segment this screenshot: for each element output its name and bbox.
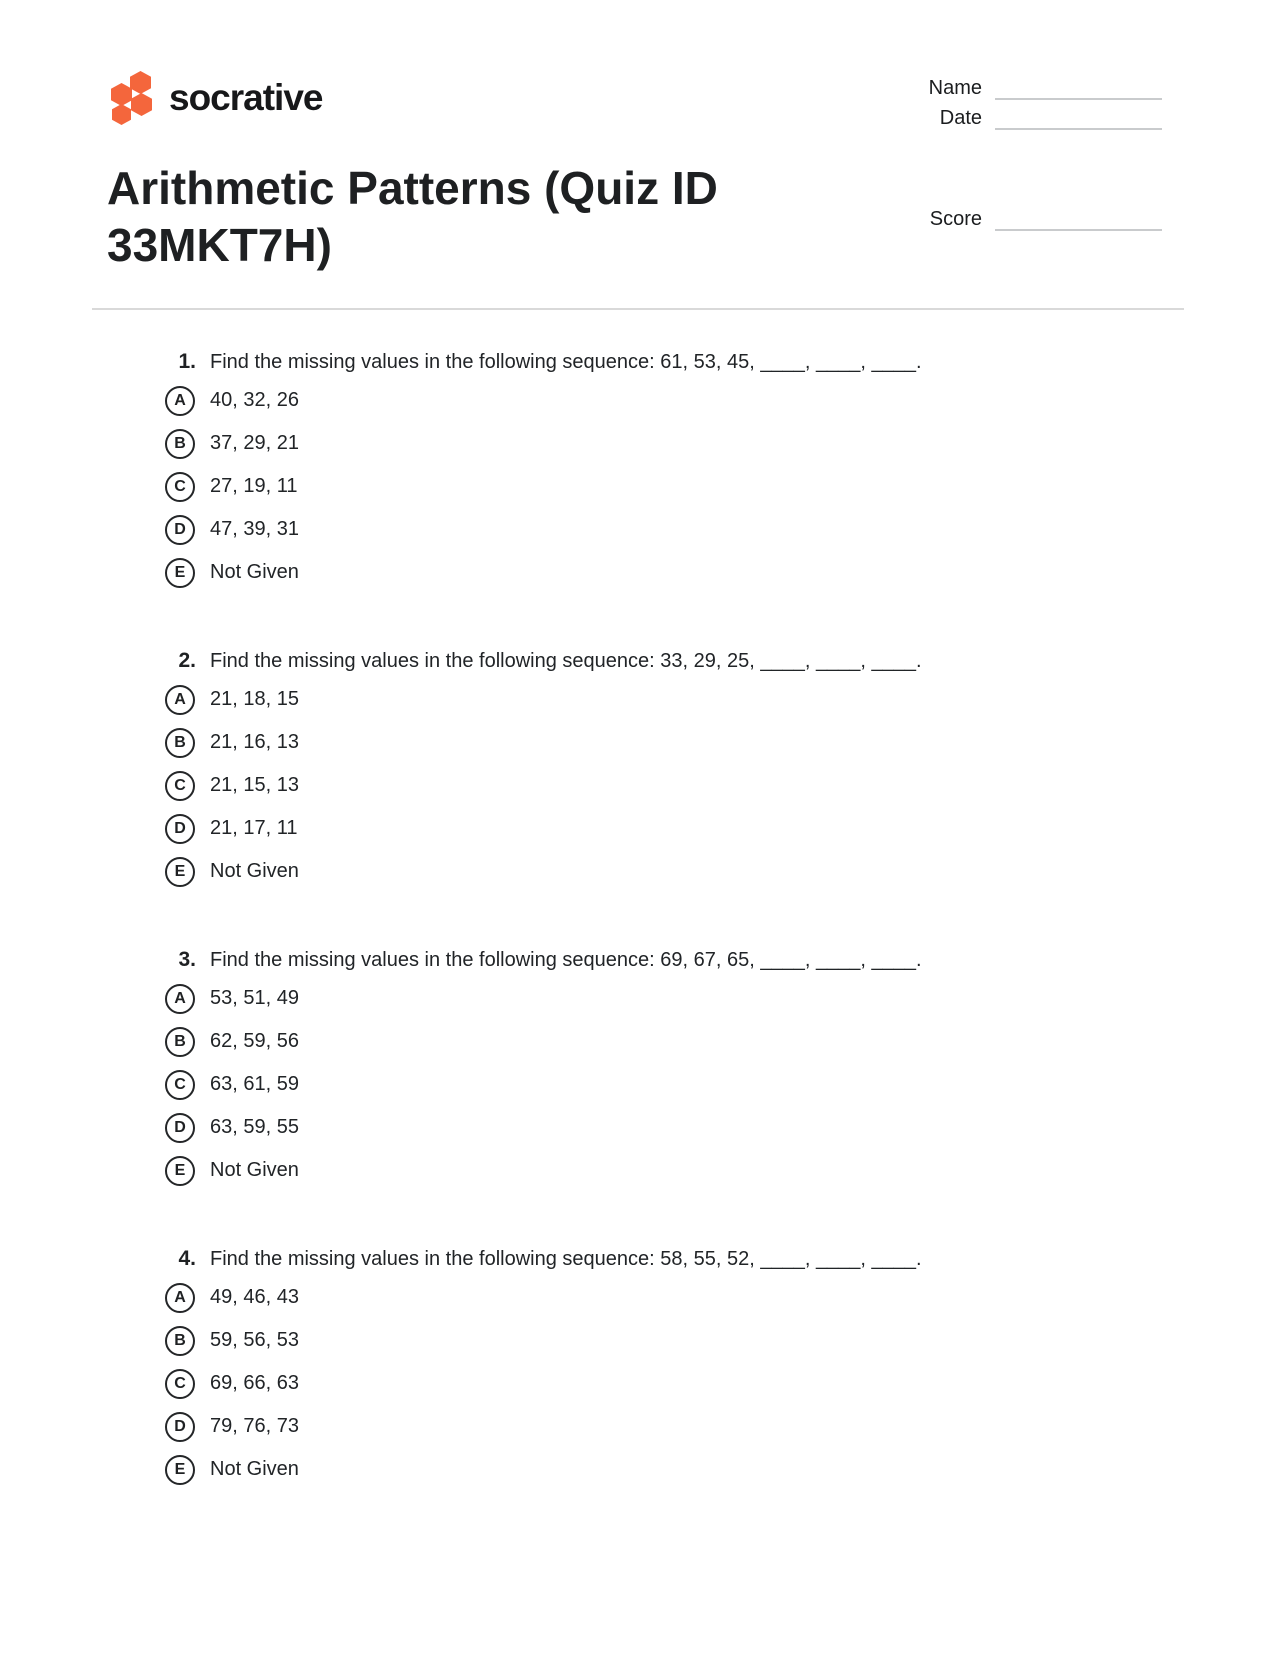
option-letter-circle: D bbox=[165, 1412, 195, 1442]
option-text: Not Given bbox=[210, 1159, 299, 1181]
option-letter-circle: B bbox=[165, 1027, 195, 1057]
header-divider bbox=[92, 308, 1184, 310]
name-label: Name bbox=[928, 77, 982, 99]
option-letter-circle: C bbox=[165, 472, 195, 502]
option-text: 47, 39, 31 bbox=[210, 518, 299, 540]
option-text: 21, 15, 13 bbox=[210, 774, 299, 796]
option-letter-circle: E bbox=[165, 558, 195, 588]
question-prompt: Find the missing values in the following sequence: 61, 53, 45, ____, ____, ____. bbox=[210, 351, 922, 373]
answer-option bbox=[0, 977, 1275, 1020]
option-text: 53, 51, 49 bbox=[210, 987, 299, 1009]
score-blank-line bbox=[995, 210, 1162, 231]
option-letter-circle: A bbox=[165, 386, 195, 416]
answer-option bbox=[0, 551, 1275, 594]
option-letter-circle: A bbox=[165, 984, 195, 1014]
option-letter-circle: E bbox=[165, 1156, 195, 1186]
answer-option bbox=[0, 508, 1275, 551]
socrative-logo-text: socrative bbox=[169, 76, 323, 118]
option-letter-circle: D bbox=[165, 1113, 195, 1143]
answer-option bbox=[0, 1063, 1275, 1106]
hexagon-icon bbox=[112, 104, 131, 125]
option-letter-circle: C bbox=[165, 771, 195, 801]
answer-option bbox=[0, 850, 1275, 893]
answer-option bbox=[0, 1276, 1275, 1319]
question-4-prompt-row bbox=[0, 1246, 1275, 1272]
score-label: Score bbox=[929, 208, 982, 230]
option-letter-circle: A bbox=[165, 1283, 195, 1313]
option-letter-circle: E bbox=[165, 1455, 195, 1485]
name-blank-line bbox=[995, 79, 1162, 100]
option-text: 21, 18, 15 bbox=[210, 688, 299, 710]
answer-option bbox=[0, 1448, 1275, 1491]
question-prompt: Find the missing values in the following sequence: 69, 67, 65, ____, ____, ____. bbox=[210, 949, 922, 971]
option-text: Not Given bbox=[210, 860, 299, 882]
answer-option bbox=[0, 1319, 1275, 1362]
answer-option bbox=[0, 1405, 1275, 1448]
question-3-prompt-row bbox=[0, 947, 1275, 973]
question-list bbox=[0, 349, 1275, 1545]
quiz-title bbox=[107, 160, 907, 274]
hexagon-icon bbox=[131, 93, 152, 116]
option-text: Not Given bbox=[210, 1458, 299, 1480]
socrative-logo bbox=[105, 68, 323, 127]
option-text: 40, 32, 26 bbox=[210, 389, 299, 411]
option-text: 79, 76, 73 bbox=[210, 1415, 299, 1437]
hexagon-icon bbox=[130, 71, 151, 94]
option-letter-circle: C bbox=[165, 1369, 195, 1399]
answer-option bbox=[0, 1020, 1275, 1063]
answer-option bbox=[0, 379, 1275, 422]
answer-option bbox=[0, 764, 1275, 807]
question-2-prompt-row bbox=[0, 648, 1275, 674]
option-letter-circle: D bbox=[165, 515, 195, 545]
header-fields bbox=[900, 76, 1162, 231]
option-text: 21, 17, 11 bbox=[210, 817, 298, 839]
answer-option bbox=[0, 1106, 1275, 1149]
date-label: Date bbox=[939, 107, 982, 129]
option-letter-circle: B bbox=[165, 429, 195, 459]
option-letter-circle: A bbox=[165, 685, 195, 715]
question-number: 3. bbox=[178, 948, 196, 971]
name-field-row bbox=[900, 76, 1162, 100]
question-1-prompt-row bbox=[0, 349, 1275, 375]
quiz-title-line-1: Arithmetic Patterns (Quiz ID bbox=[107, 162, 718, 214]
answer-option bbox=[0, 807, 1275, 850]
option-text: Not Given bbox=[210, 561, 299, 583]
question-3 bbox=[0, 947, 1275, 1192]
option-letter-circle: E bbox=[165, 857, 195, 887]
option-letter-circle: D bbox=[165, 814, 195, 844]
question-prompt: Find the missing values in the following sequence: 33, 29, 25, ____, ____, ____. bbox=[210, 650, 922, 672]
score-field-row bbox=[900, 207, 1162, 231]
option-text: 37, 29, 21 bbox=[210, 432, 299, 454]
hexagon-icon bbox=[111, 83, 132, 106]
option-text: 63, 59, 55 bbox=[210, 1116, 299, 1138]
answer-option bbox=[0, 678, 1275, 721]
answer-option bbox=[0, 721, 1275, 764]
answer-option bbox=[0, 465, 1275, 508]
socrative-hexagon-icon bbox=[105, 68, 157, 127]
answer-option bbox=[0, 1362, 1275, 1405]
answer-option bbox=[0, 422, 1275, 465]
quiz-title-line-2: 33MKT7H) bbox=[107, 219, 332, 271]
option-text: 21, 16, 13 bbox=[210, 731, 299, 753]
option-text: 27, 19, 11 bbox=[210, 475, 298, 497]
date-field-row bbox=[900, 106, 1162, 130]
question-1 bbox=[0, 349, 1275, 594]
question-2 bbox=[0, 648, 1275, 893]
option-text: 63, 61, 59 bbox=[210, 1073, 299, 1095]
option-letter-circle: B bbox=[165, 1326, 195, 1356]
question-4 bbox=[0, 1246, 1275, 1491]
option-letter-circle: C bbox=[165, 1070, 195, 1100]
question-number: 2. bbox=[178, 649, 196, 672]
option-text: 69, 66, 63 bbox=[210, 1372, 299, 1394]
question-prompt: Find the missing values in the following sequence: 58, 55, 52, ____, ____, ____. bbox=[210, 1248, 922, 1270]
option-letter-circle: B bbox=[165, 728, 195, 758]
option-text: 49, 46, 43 bbox=[210, 1286, 299, 1308]
question-number: 1. bbox=[178, 350, 196, 373]
option-text: 62, 59, 56 bbox=[210, 1030, 299, 1052]
question-number: 4. bbox=[178, 1247, 196, 1270]
option-text: 59, 56, 53 bbox=[210, 1329, 299, 1351]
answer-option bbox=[0, 1149, 1275, 1192]
date-blank-line bbox=[995, 109, 1162, 130]
